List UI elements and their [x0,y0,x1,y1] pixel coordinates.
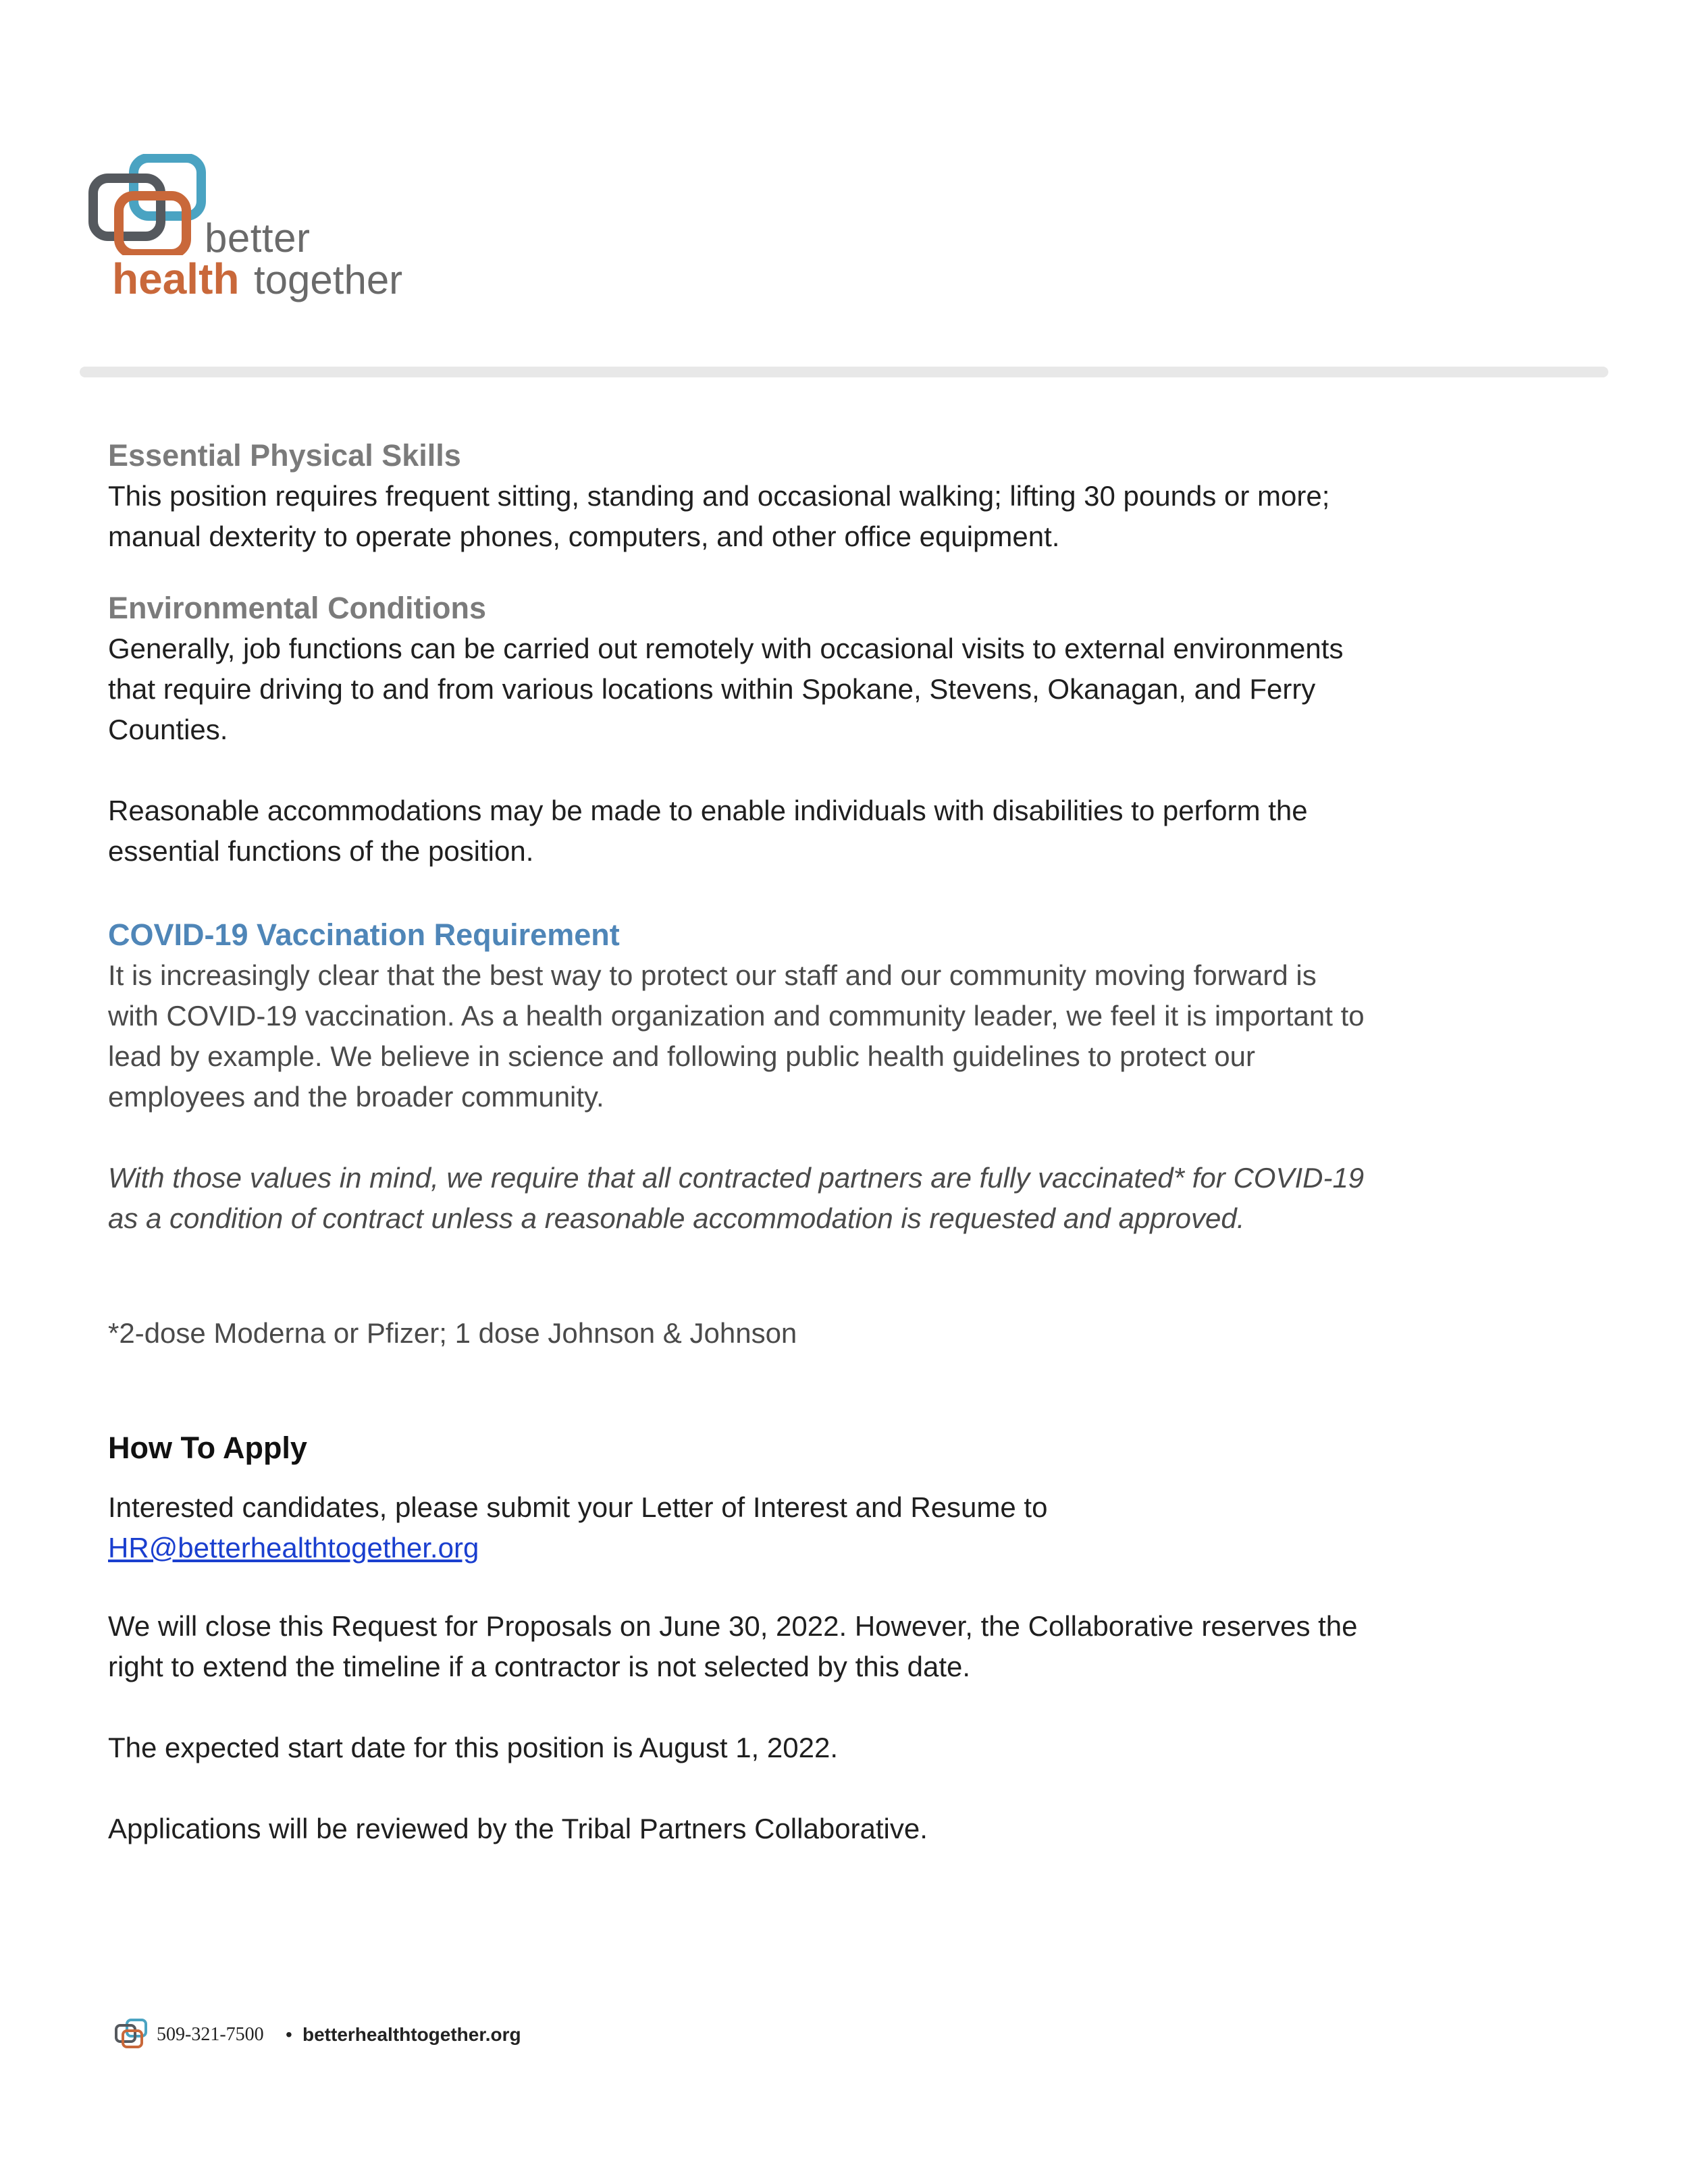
apply-intro: Interested candidates, please submit your Letter of Interest and Resume to [108,1491,1048,1523]
footer-phone: 509-321-7500 [157,2024,264,2045]
apply-email-link[interactable]: HR@betterhealthtogether.org [108,1532,479,1564]
footer-separator: • [286,2024,292,2045]
close-line-1: We will close this Request for Proposals on June 30, 2022. However, the Collaborative reserves the [108,1610,1358,1642]
accommodation-line-2: essential functions of the position. [108,835,534,867]
footer-logo-icon [115,2019,153,2050]
physical-line-2: manual dexterity to operate phones, computers, and other office equipment. [108,521,1060,552]
covid-italic-line-1: With those values in mind, we require that all contracted partners are fully vaccinated* for COVID-19 [108,1162,1365,1194]
header-divider [80,367,1608,377]
start-date: The expected start date for this position is August 1, 2022. [108,1732,838,1763]
heading-covid-requirement: COVID-19 Vaccination Requirement [108,917,620,952]
covid-line-2: with COVID-19 vaccination. As a health organization and community leader, we feel it is important to [108,1000,1365,1032]
covid-line-3: lead by example. We believe in science and following public health guidelines to protect our [108,1040,1255,1072]
vaccine-footnote: *2-dose Moderna or Pfizer; 1 dose Johnson & Johnson [108,1317,797,1349]
heading-how-to-apply: How To Apply [108,1431,307,1465]
covid-italic-line-2: as a condition of contract unless a reasonable accommodation is requested and approved. [108,1202,1245,1234]
footer-website: betterhealthtogether.org [302,2024,521,2045]
document-body [108,435,1499,1849]
logo-word-together: together [254,257,403,302]
environment-line-1: Generally, job functions can be carried out remotely with occasional visits to external environments [108,633,1344,664]
logo-word-health: health [112,255,240,303]
close-line-2: right to extend the timeline if a contractor is not selected by this date. [108,1651,971,1682]
physical-line-1: This position requires frequent sitting, standing and occasional walking; lifting 30 pounds or more; [108,480,1330,512]
heading-physical-skills: Essential Physical Skills [108,438,461,473]
review-statement: Applications will be reviewed by the Tribal Partners Collaborative. [108,1813,928,1844]
brand-logo [86,154,438,316]
environment-line-3: Counties. [108,714,228,745]
heading-environmental-conditions: Environmental Conditions [108,591,487,625]
covid-line-1: It is increasingly clear that the best way to protect our staff and our community moving forward is [108,959,1317,991]
logo-word-better: better [205,215,311,261]
environment-line-2: that require driving to and from various locations within Spokane, Stevens, Okanagan, and Ferry [108,673,1316,705]
accommodation-line-1: Reasonable accommodations may be made to enable individuals with disabilities to perform the [108,795,1308,826]
covid-line-4: employees and the broader community. [108,1081,604,1113]
logo-mark-icon [86,154,221,255]
